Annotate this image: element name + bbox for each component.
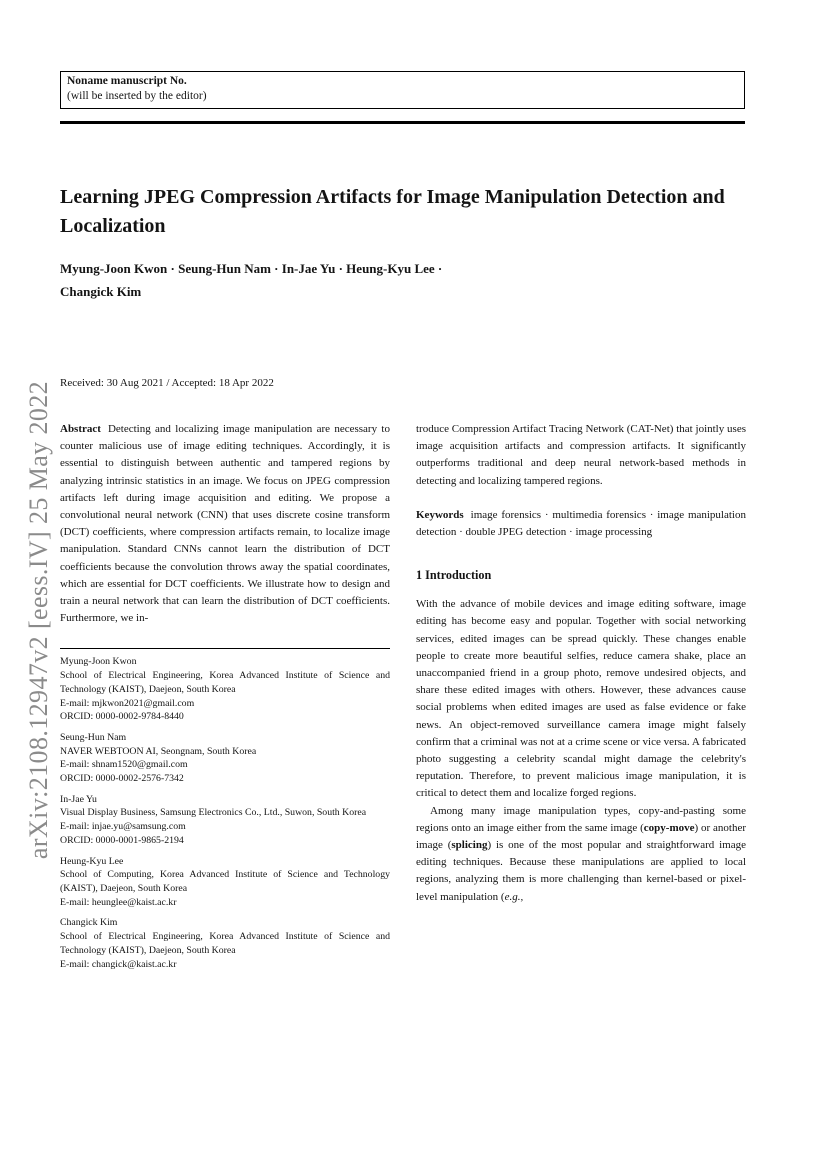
affiliation-block bbox=[60, 655, 390, 724]
affiliation-orcid: ORCID: 0000-0002-2576-7342 bbox=[60, 773, 184, 785]
affiliation-institution: School of Electrical Engineering, Korea Advanced Institute of Science and Technology (KAIST), Daejeon, South Korea bbox=[60, 670, 390, 695]
section-heading-introduction: 1 Introduction bbox=[416, 568, 492, 583]
keywords-paragraph bbox=[416, 507, 746, 541]
intro-p2-bold-splicing: splicing bbox=[451, 839, 488, 852]
author-list-line-2: Changick Kim bbox=[60, 284, 142, 299]
author-affiliations bbox=[60, 655, 390, 971]
affiliation-orcid: ORCID: 0000-0002-9784-8440 bbox=[60, 711, 184, 723]
intro-p2-text: ) is one of the most popular and straightforward image editing techniques. Because these manipulations are applied to local regions, analyzing them is more challenging than kernel-based or pixel-level manipulation ( bbox=[416, 839, 746, 903]
affiliation-author-name: In-Jae Yu bbox=[60, 793, 97, 805]
two-column-body bbox=[60, 421, 746, 978]
affiliation-institution: Visual Display Business, Samsung Electronics Co., Ltd., Suwon, South Korea bbox=[60, 807, 367, 819]
left-column bbox=[60, 421, 390, 978]
affiliation-email: E-mail: changick@kaist.ac.kr bbox=[60, 958, 177, 970]
abstract-paragraph bbox=[60, 421, 390, 627]
manuscript-no-text: Noname manuscript No. bbox=[67, 75, 187, 87]
affiliation-email: E-mail: heunglee@kaist.ac.kr bbox=[60, 896, 177, 908]
abstract-label: Abstract bbox=[60, 423, 101, 435]
affiliation-email: E-mail: shnam1520@gmail.com bbox=[60, 759, 188, 771]
affiliation-author-name: Heung-Kyu Lee bbox=[60, 855, 124, 867]
affiliation-email: E-mail: mjkwon2021@gmail.com bbox=[60, 697, 195, 709]
affiliation-orcid: ORCID: 0000-0001-9865-2194 bbox=[60, 834, 184, 846]
affiliation-block bbox=[60, 855, 390, 910]
author-list bbox=[60, 257, 660, 303]
intro-p2-italic-eg: e.g., bbox=[504, 890, 524, 903]
manuscript-editor-note: (will be inserted by the editor) bbox=[67, 90, 207, 102]
introduction-paragraph-2 bbox=[416, 803, 746, 906]
intro-p2-text: Among many image manipulation types, copy-and-pasting some regions onto an image either from the same image ( bbox=[416, 804, 746, 834]
introduction-paragraph-1: With the advance of mobile devices and image editing software, image editing has become easy and popular. Together with social networking services, edited images can be spread quickly. These changes enable people to create more beautiful selfies, reduce camera shake, place an unaccompanied friend in a group photo, remove undesired objects, and share these edited images with others. However, these advances cause social problems when edited images are used as false evidence or fake news. An object-removed surveillance camera image might falsely confirm that a criminal was not at a crime scene or vice versa. A fabricated photo suggesting a celebrity scandal might damage the celebrity's reputation. Therefore, to prevent malicious image manipulation, it is critical to detect them and localize forged regions. bbox=[416, 598, 746, 800]
affiliation-block bbox=[60, 793, 390, 848]
affiliation-block bbox=[60, 916, 390, 971]
affiliation-institution: School of Electrical Engineering, Korea Advanced Institute of Science and Technology (KAIST), Daejeon, South Korea bbox=[60, 931, 390, 956]
arxiv-watermark: arXiv:2108.12947v2 [eess.IV] 25 May 2022 bbox=[24, 380, 53, 860]
manuscript-header-box bbox=[60, 71, 745, 109]
received-accepted-dates: Received: 30 Aug 2021 / Accepted: 18 Apr 2022 bbox=[60, 377, 274, 389]
author-list-line-1: Myung-Joon Kwon · Seung-Hun Nam · In-Jae Yu · Heung-Kyu Lee · bbox=[60, 261, 443, 276]
right-column bbox=[416, 421, 746, 978]
affiliation-email: E-mail: injae.yu@samsung.com bbox=[60, 821, 186, 833]
affiliation-author-name: Myung-Joon Kwon bbox=[60, 656, 137, 668]
keywords-label: Keywords bbox=[416, 508, 464, 521]
intro-p2-bold-copy-move: copy-move bbox=[643, 821, 695, 834]
affiliation-block bbox=[60, 731, 390, 786]
affiliation-author-name: Changick Kim bbox=[60, 917, 118, 929]
paper-title: Learning JPEG Compression Artifacts for Image Manipulation Detection and Localization bbox=[60, 186, 725, 237]
abstract-continuation: troduce Compression Artifact Tracing Network (CAT-Net) that jointly uses image acquisition artifacts and compression artifacts. It significantly outperforms traditional and deep neural network-based methods in detecting and localizing tampered regions. bbox=[416, 423, 746, 487]
header-divider-rule bbox=[60, 121, 745, 124]
keywords-text: image forensics · multimedia forensics · image manipulation detection · double JPEG detection · image processing bbox=[416, 508, 746, 539]
affiliation-institution: School of Computing, Korea Advanced Institute of Science and Technology (KAIST), Daejeon, South Korea bbox=[60, 869, 390, 894]
intro-p2-text: ) or another image ( bbox=[416, 821, 746, 852]
footnote-divider-rule bbox=[60, 648, 390, 649]
abstract-text-left: Detecting and localizing image manipulation are necessary to counter malicious use of image editing techniques. Accordingly, it is essential to distinguish between authentic and tampered regions by analyzing intrinsic statistics in an image. We focus on JPEG compression artifacts left during image acquisition and editing. We propose a convolutional neural network (CNN) that uses discrete cosine transform (DCT) coefficients, where compression artifacts remain, to localize image manipulation. Standard CNNs cannot learn the distribution of DCT coefficients because the convolution throws away the spatial coordinates, which are essential for DCT coefficients. We illustrate how to design and train a neural network that can learn the distribution of DCT coefficients. Furthermore, we in- bbox=[60, 423, 390, 625]
affiliation-institution: NAVER WEBTOON AI, Seongnam, South Korea bbox=[60, 745, 257, 757]
affiliation-author-name: Seung-Hun Nam bbox=[60, 731, 127, 743]
